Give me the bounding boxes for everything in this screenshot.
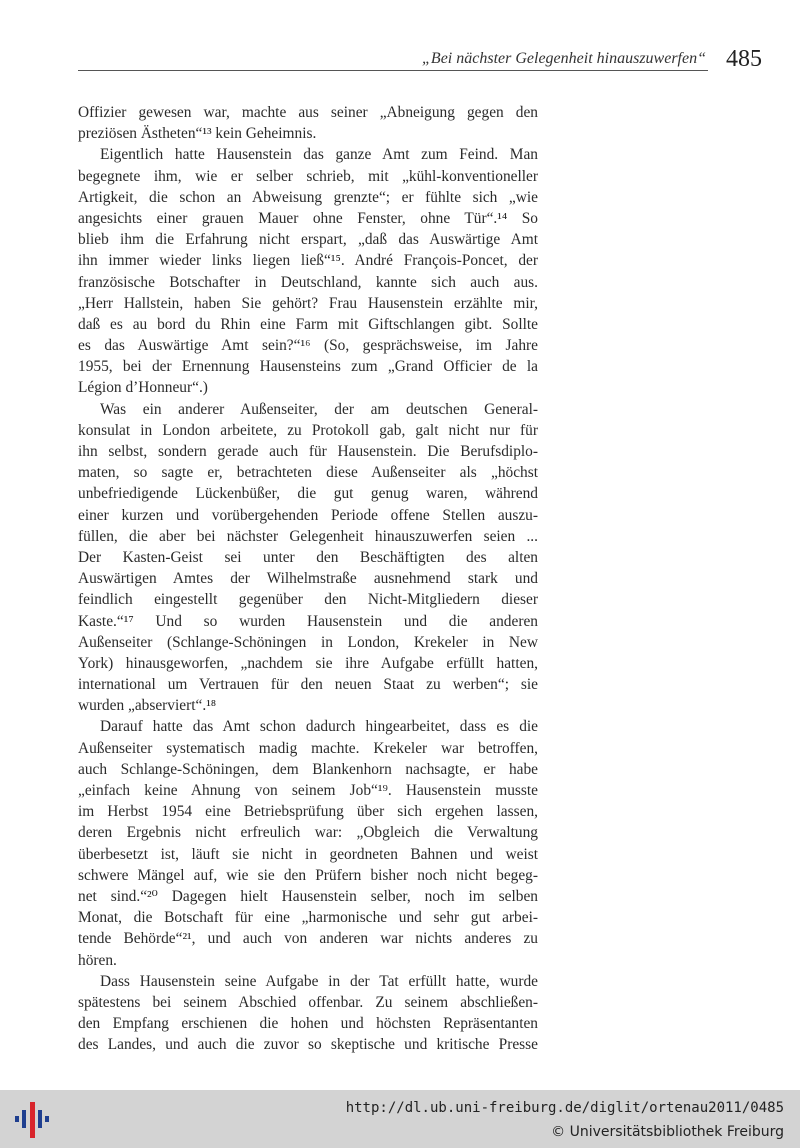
body-line: den Empfang erschienen die hohen und höchsten Repräsentanten <box>78 1015 538 1033</box>
body-line: Eigentlich hatte Hausenstein das ganze Amt zum Feind. Man <box>100 146 538 164</box>
body-line: Offizier gewesen war, machte aus seiner „Abneigung gegen den <box>78 104 538 121</box>
body-line: deren Ergebnis nicht erfreulich war: „Obgleich die Verwaltung <box>78 824 538 842</box>
body-line: Légion d’Honneur“.) <box>78 379 208 397</box>
body-line: begegnete ihm, wie er selber schrieb, mit „kühl-konventioneller <box>78 167 538 185</box>
body-line: Dass Hausenstein seine Aufgabe in der Tat erfüllt hatte, wurde <box>100 972 538 990</box>
body-text <box>78 102 538 1055</box>
header-rule <box>78 70 708 71</box>
body-line: Darauf hatte das Amt schon dadurch hingearbeitet, dass es die <box>100 718 538 736</box>
body-line: Artigkeit, die schon an Abweisung grenzte“; er fühlte sich „wie <box>78 188 538 206</box>
body-line: im Herbst 1954 eine Betriebsprüfung über sich ergehen lassen, <box>78 803 538 821</box>
body-line: preziösen Ästheten“¹³ kein Geheimnis. <box>78 125 317 143</box>
body-line: angesichts einer grauen Mauer ohne Fenster, ohne Tür“.¹⁴ So <box>78 209 538 227</box>
body-line: York) hinausgeworfen, „nachdem sie ihre Aufgabe erfüllt hatten, <box>78 654 538 672</box>
body-line: des Landes, und auch die zuvor so skeptische und kritische Presse <box>78 1036 538 1054</box>
page-header <box>78 46 762 76</box>
body-line: schwere Mängel auf, wie sie den Prüfern bisher noch nicht begeg- <box>78 866 538 884</box>
body-line: spätestens bei seinem Abschied offenbar. Zu seinem abschließen- <box>78 993 538 1011</box>
body-line: Außenseiter (Schlange-Schöningen in London, Krekeler in New <box>78 633 538 651</box>
body-line: Auswärtigen Amtes der Wilhelmstraße ausnehmend stark und <box>78 570 538 588</box>
page-number: 485 <box>726 46 762 72</box>
body-line: hören. <box>78 951 117 969</box>
body-line: Monat, die Botschaft für eine „harmonische und sehr gut arbei- <box>78 909 538 927</box>
body-line: Kaste.“¹⁷ Und so wurden Hausenstein und die anderen <box>78 612 538 630</box>
footer-copyright: © Universitätsbibliothek Freiburg <box>551 1124 784 1140</box>
footer-bar <box>0 1090 800 1148</box>
body-line: unbefriedigende Lückenbüßer, die gut genug waren, während <box>78 485 538 503</box>
body-line: auch Schlange-Schöningen, dem Blankenhorn nachsagte, er habe <box>78 760 538 778</box>
body-line: blieb ihm die Erfahrung nicht erspart, „daß das Auswärtige Amt <box>78 231 538 249</box>
body-line: Was ein anderer Außenseiter, der am deutschen General- <box>100 400 538 418</box>
body-line: „einfach keine Ahnung von seinem Job“¹⁹. Hausenstein musste <box>78 782 538 799</box>
body-line: ihn immer wieder links liegen ließ“¹⁵. André François-Poncet, der <box>78 252 538 270</box>
footer-url-link[interactable]: http://dl.ub.uni-freiburg.de/diglit/ortenau2011/0485 <box>345 1100 784 1116</box>
running-title: „Bei nächster Gelegenheit hinauszuwerfen“ <box>422 50 706 67</box>
body-line: tende Behörde“²¹, und auch von anderen war nichts anderes zu <box>78 930 538 948</box>
body-line: ihn selbst, sondern gerade auch für Hausenstein. Die Berufsdiplo- <box>78 443 538 460</box>
body-line: net sind.“²⁰ Dagegen hielt Hausenstein selber, noch im selben <box>78 887 538 905</box>
body-line: konsulat in London arbeitete, zu Protokoll gab, galt nicht nur für <box>78 421 538 439</box>
body-line: Außenseiter systematisch madig machte. Krekeler war betroffen, <box>78 739 538 757</box>
body-line: einer kurzen und vorübergehenden Periode offene Stellen auszu- <box>78 506 538 524</box>
body-line: daß es au bord du Rhin eine Farm mit Giftschlangen gibt. Sollte <box>78 315 538 333</box>
body-line: 1955, bei der Ernennung Hausensteins zum „Grand Officier de la <box>78 358 538 376</box>
body-line: „Herr Hallstein, haben Sie gehört? Frau Hausenstein erzählte mir, <box>78 294 538 312</box>
body-line: international um Vertrauen für den neuen Staat zu werben“; sie <box>78 676 538 694</box>
body-line: überbesetzt ist, läuft sie nicht in geordneten Bahnen und weist <box>78 845 538 863</box>
body-line: feindlich eingestellt gegenüber den Nicht-Mitgliedern dieser <box>78 591 538 609</box>
body-line: füllen, die aber bei nächster Gelegenheit hinauszuwerfen seien ... <box>78 527 538 545</box>
body-line: es das Auswärtige Amt sein?“¹⁶ (So, gesprächsweise, im Jahre <box>78 337 538 355</box>
body-line: französische Botschafter in Deutschland, kannte sich auch aus. <box>78 273 538 291</box>
body-line: wurden „abserviert“.¹⁸ <box>78 697 217 715</box>
ub-freiburg-logo-icon <box>12 1100 52 1140</box>
body-line: Der Kasten-Geist sei unter den Beschäftigten des alten <box>78 548 538 566</box>
body-line: maten, so sagte er, betrachteten diese Außenseiter als „höchst <box>78 464 538 482</box>
